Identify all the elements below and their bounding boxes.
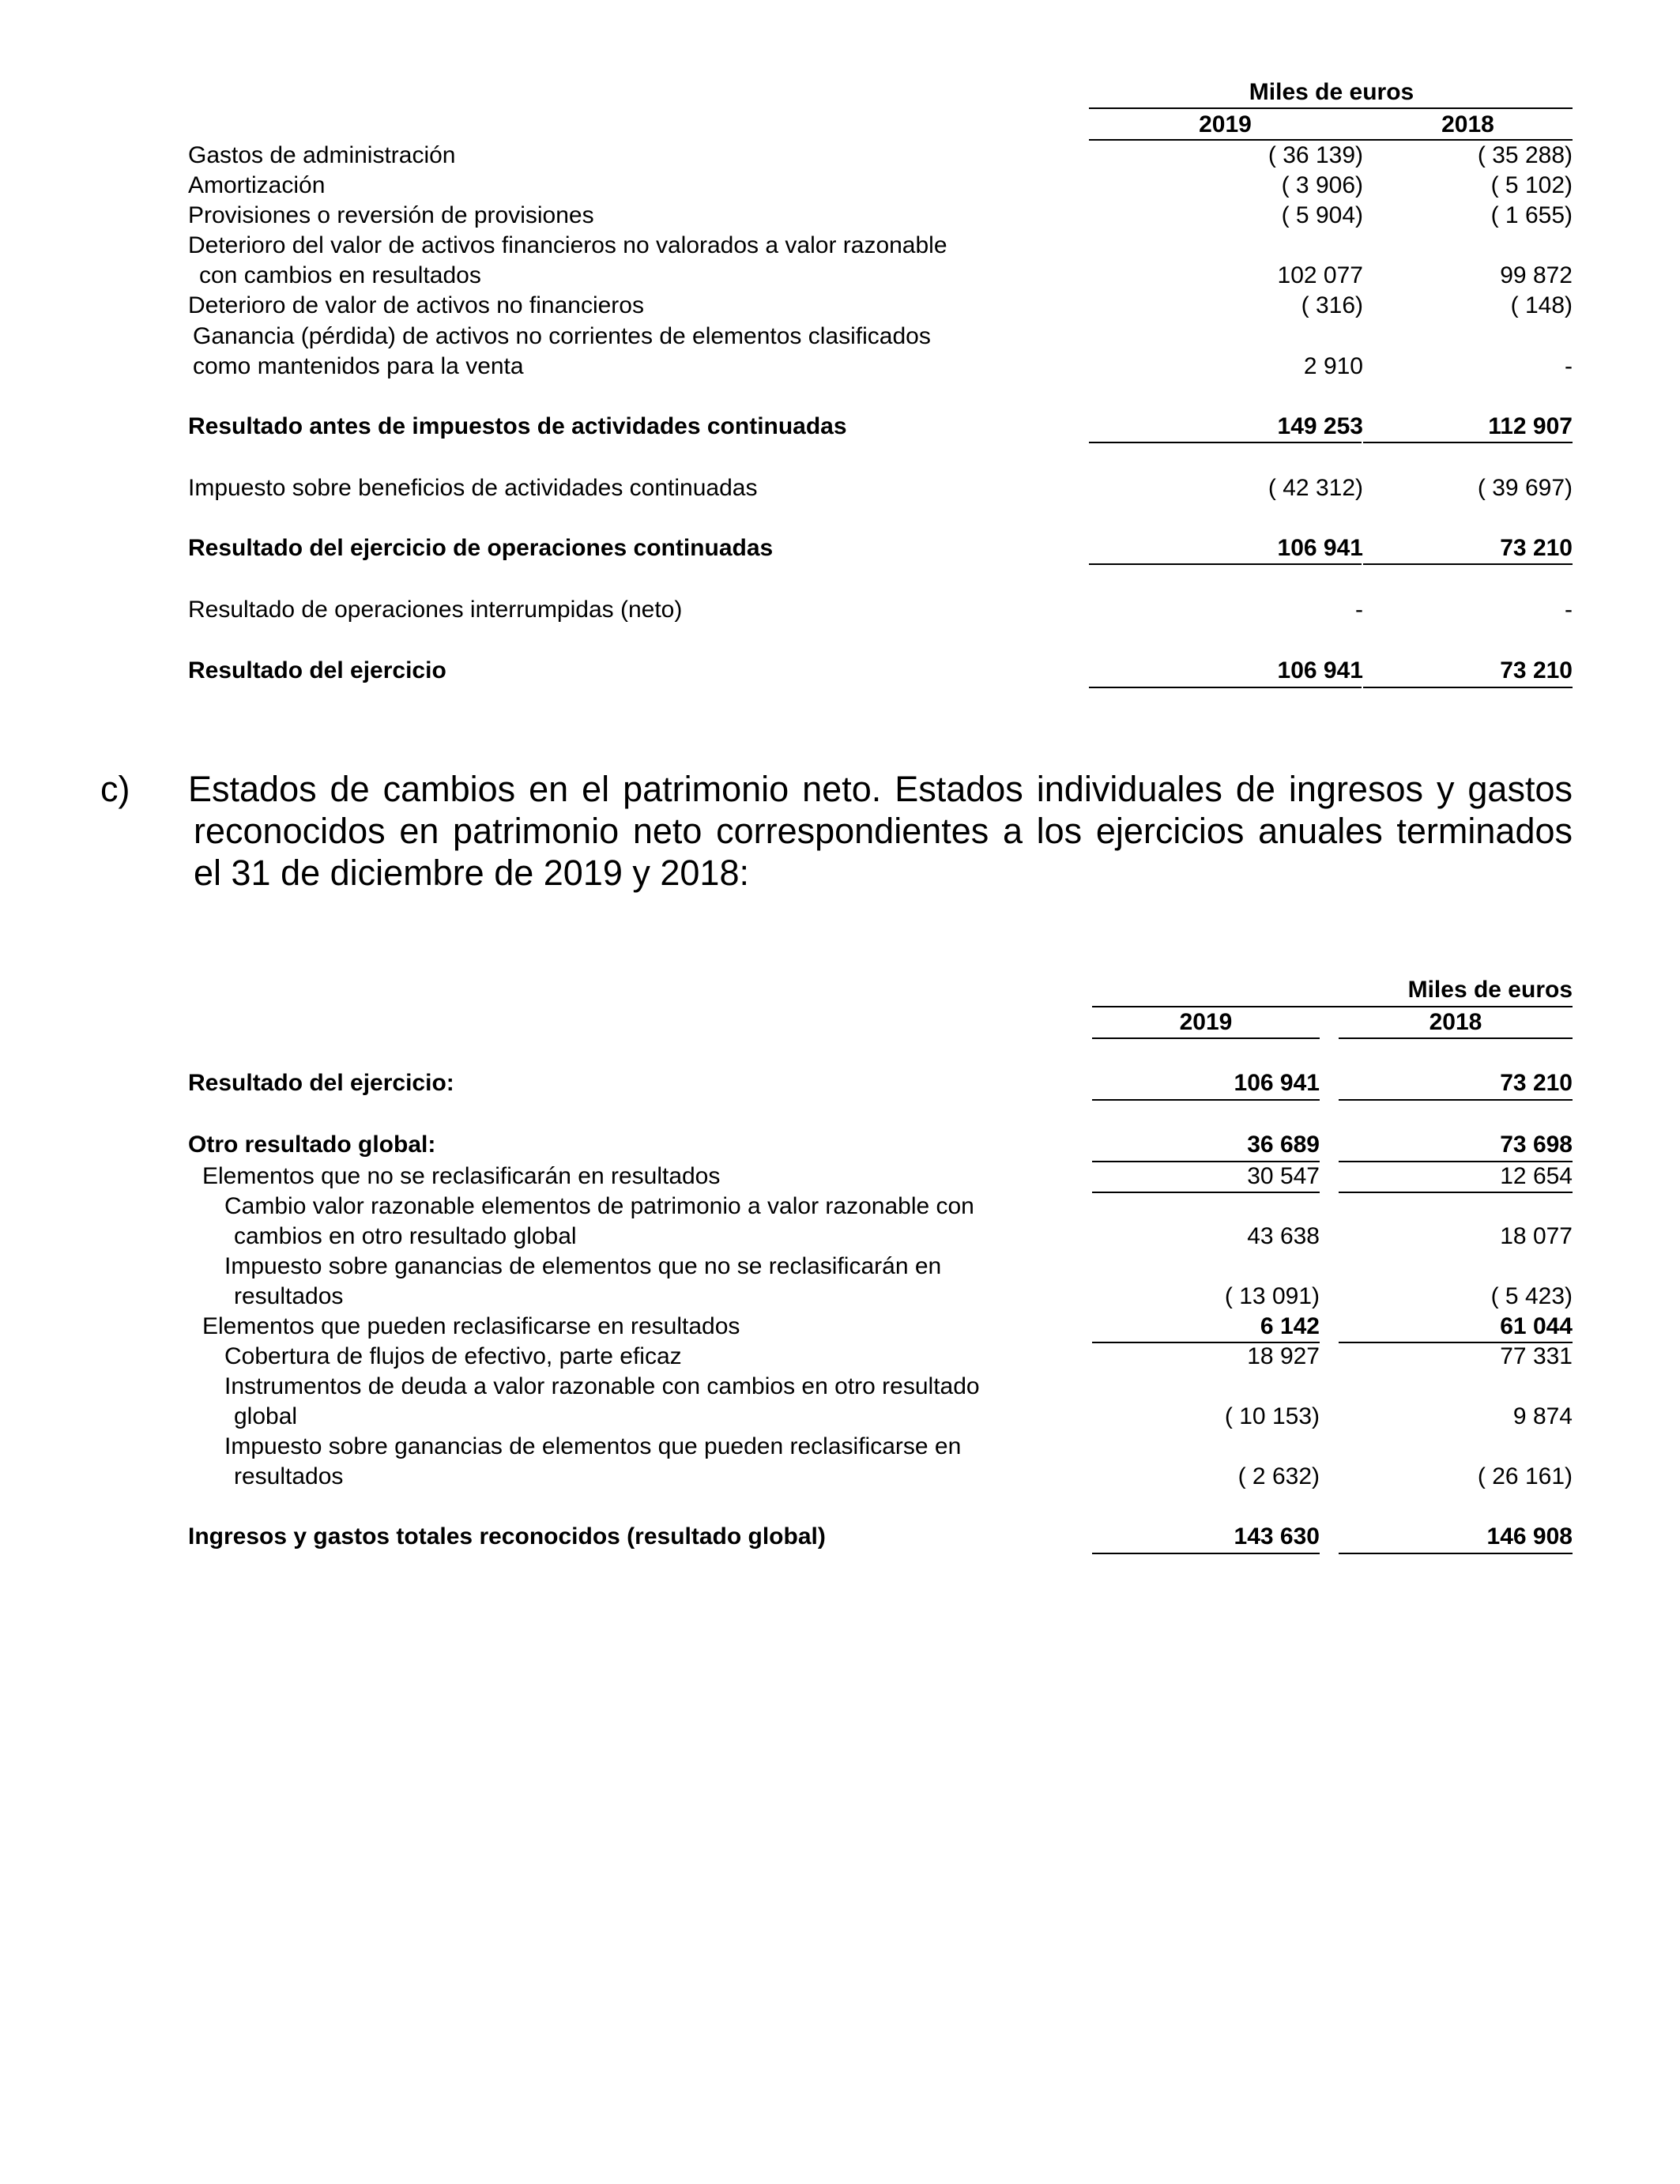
value-2019: ( 5 904) xyxy=(1281,202,1363,228)
subtotal-rule xyxy=(1363,442,1573,443)
row-label-subtotal: Resultado antes de impuestos de actividades continuadas xyxy=(188,413,847,439)
row-label: Impuesto sobre ganancias de elementos que no se reclasificarán en xyxy=(224,1253,942,1279)
value-2018: 73 210 xyxy=(1500,1070,1573,1096)
row-label-subtotal: Resultado del ejercicio de operaciones continuadas xyxy=(188,535,774,561)
value-2018: 77 331 xyxy=(1500,1343,1573,1369)
value-2019: ( 316) xyxy=(1301,292,1363,318)
row-label: Resultado de operaciones interrumpidas (neto) xyxy=(188,597,683,623)
value-2018: 73 210 xyxy=(1500,535,1573,561)
value-2019: - xyxy=(1355,597,1363,623)
row-label-continuation: resultados xyxy=(234,1283,344,1309)
column-header-2019: 2019 xyxy=(1199,111,1252,137)
column-header-2018: 2018 xyxy=(1429,1009,1482,1035)
unit-header: Miles de euros xyxy=(1249,79,1414,105)
value-2019: ( 13 091) xyxy=(1224,1283,1320,1309)
value-2019: ( 10 153) xyxy=(1224,1403,1320,1429)
value-2019: 6 142 xyxy=(1260,1313,1320,1339)
value-2018: ( 39 697) xyxy=(1477,475,1573,501)
value-2018: ( 1 655) xyxy=(1490,202,1573,228)
unit-header: Miles de euros xyxy=(1407,977,1573,1003)
value-2019: ( 2 632) xyxy=(1237,1463,1320,1489)
row-label-continuation: con cambios en resultados xyxy=(199,262,481,288)
value-2018: ( 26 161) xyxy=(1477,1463,1573,1489)
value-2019: 43 638 xyxy=(1247,1223,1320,1249)
row-label: Amortización xyxy=(188,172,326,198)
subtotal-rule xyxy=(1092,1192,1320,1193)
value-2018: - xyxy=(1565,597,1573,623)
row-label-total: Ingresos y gastos totales reconocidos (resultado global) xyxy=(188,1523,826,1550)
value-2019: 106 941 xyxy=(1277,657,1363,683)
total-rule xyxy=(1363,687,1573,688)
row-label-total: Resultado del ejercicio: xyxy=(188,1070,454,1096)
value-2018: ( 148) xyxy=(1510,292,1573,318)
value-2019: ( 36 139) xyxy=(1268,142,1363,168)
subtotal-rule xyxy=(1339,1099,1573,1101)
section-title-line: reconocidos en patrimonio neto correspondientes a los ejercicios anuales terminados xyxy=(194,811,1573,851)
value-2019: ( 42 312) xyxy=(1268,475,1363,501)
row-label: Deterioro del valor de activos financieros no valorados a valor razonable xyxy=(188,232,947,258)
row-label: Impuesto sobre beneficios de actividades continuadas xyxy=(188,475,758,501)
value-2019: 143 630 xyxy=(1234,1523,1320,1550)
row-label: Deterioro de valor de activos no financieros xyxy=(188,292,644,318)
row-label-subtotal: Otro resultado global: xyxy=(188,1132,436,1158)
value-2019: 106 941 xyxy=(1277,535,1363,561)
header-underline xyxy=(1092,1037,1320,1039)
value-2018: - xyxy=(1565,353,1573,379)
value-2019: 18 927 xyxy=(1247,1343,1320,1369)
subtotal-rule xyxy=(1092,1099,1320,1101)
value-2018: ( 35 288) xyxy=(1477,142,1573,168)
value-2018: ( 5 102) xyxy=(1490,172,1573,198)
value-2018: 18 077 xyxy=(1500,1223,1573,1249)
row-label-continuation: cambios en otro resultado global xyxy=(234,1223,577,1249)
value-2018: ( 5 423) xyxy=(1490,1283,1573,1309)
value-2018: 99 872 xyxy=(1500,262,1573,288)
subtotal-rule xyxy=(1089,442,1362,443)
row-label-continuation: global xyxy=(234,1403,298,1429)
row-label: Cambio valor razonable elementos de patrimonio a valor razonable con xyxy=(224,1193,974,1219)
row-label: Gastos de administración xyxy=(188,142,456,168)
column-header-2018: 2018 xyxy=(1441,111,1494,137)
value-2018: 73 210 xyxy=(1500,657,1573,683)
row-label: Impuesto sobre ganancias de elementos que pueden reclasificarse en xyxy=(224,1433,962,1459)
row-label-total: Resultado del ejercicio xyxy=(188,657,446,683)
value-2018: 73 698 xyxy=(1500,1132,1573,1158)
column-header-2019: 2019 xyxy=(1179,1009,1233,1035)
row-label: Provisiones o reversión de provisiones xyxy=(188,202,594,228)
total-rule xyxy=(1092,1553,1320,1554)
subtotal-rule xyxy=(1339,1192,1573,1193)
subtotal-rule xyxy=(1089,563,1362,565)
row-label: Cobertura de flujos de efectivo, parte eficaz xyxy=(224,1343,682,1369)
value-2018: 9 874 xyxy=(1512,1403,1573,1429)
value-2019: ( 3 906) xyxy=(1281,172,1363,198)
value-2019: 2 910 xyxy=(1303,353,1363,379)
section-title-line: el 31 de diciembre de 2019 y 2018: xyxy=(194,853,749,893)
header-rule xyxy=(1089,107,1573,109)
section-marker: c) xyxy=(100,769,130,809)
value-2019: 102 077 xyxy=(1277,262,1363,288)
value-2019: 106 941 xyxy=(1234,1070,1320,1096)
value-2019: 149 253 xyxy=(1277,413,1363,439)
row-label: Elementos que no se reclasificarán en resultados xyxy=(202,1163,721,1189)
row-label: Instrumentos de deuda a valor razonable con cambios en otro resultado xyxy=(224,1373,980,1399)
value-2019: 30 547 xyxy=(1247,1163,1320,1189)
total-rule xyxy=(1089,687,1362,688)
row-label-continuation: resultados xyxy=(234,1463,344,1489)
value-2018: 61 044 xyxy=(1500,1313,1573,1339)
subtotal-rule xyxy=(1363,563,1573,565)
row-label: Ganancia (pérdida) de activos no corrientes de elementos clasificados xyxy=(193,323,931,349)
section-title-line: Estados de cambios en el patrimonio neto. Estados individuales de ingresos y gastos xyxy=(188,769,1573,809)
value-2018: 112 907 xyxy=(1488,413,1573,439)
value-2018: 12 654 xyxy=(1500,1163,1573,1189)
total-rule xyxy=(1339,1553,1573,1554)
header-underline xyxy=(1339,1037,1573,1039)
row-label-continuation: como mantenidos para la venta xyxy=(193,353,524,379)
row-label: Elementos que pueden reclasificarse en resultados xyxy=(202,1313,740,1339)
value-2019: 36 689 xyxy=(1247,1132,1320,1158)
value-2018: 146 908 xyxy=(1486,1523,1573,1550)
